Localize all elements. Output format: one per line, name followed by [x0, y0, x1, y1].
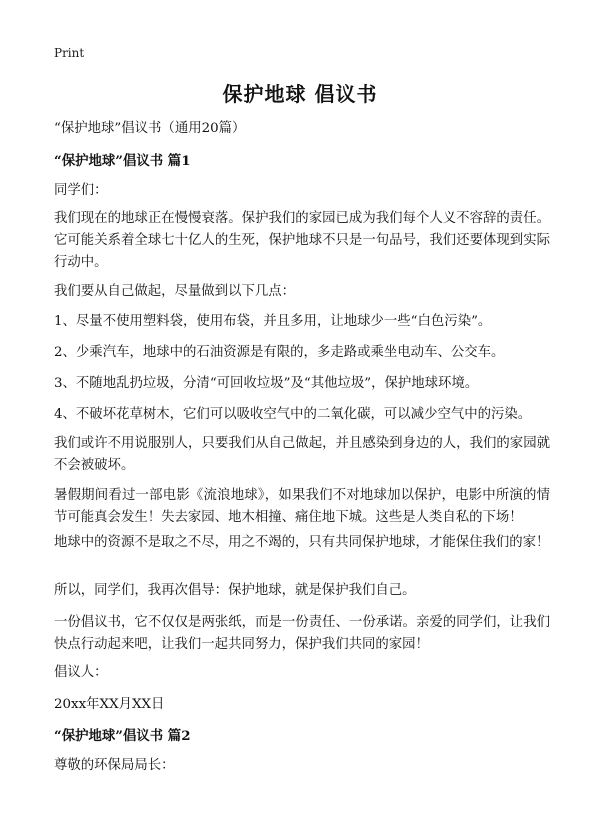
list-item-1: 1、尽量不使用塑料袋，使用布袋，并且多用，让地球少一些“白色污染”。	[54, 314, 492, 329]
document-subtitle: “保护地球”倡议书（通用20篇）	[54, 121, 246, 136]
page-title: 保护地球 倡议书	[222, 82, 378, 106]
greeting-1: 同学们：	[54, 183, 108, 198]
paragraph-5: 地球中的资源不是取之不尽，用之不竭的，只有共同保护地球，才能保住我们的家！	[54, 535, 550, 550]
list-item-4: 4、不破坏花草树木，它们可以吸收空气中的二氧化碳，可以减少空气中的污染。	[54, 407, 532, 422]
paragraph-7: 一份倡议书，它不仅仅是两张纸，而是一份责任、一份承诺。亲爱的同学们，让我们快点行动起来吧，让我们一起共同努力，保护我们共同的家园！	[54, 615, 550, 652]
paragraph-4: 暑假期间看过一部电影《流浪地球》，如果我们不对地球加以保护，电影中所演的情节可能真会发生！失去家园、地木相撞、痛住地下城。这些是人类自私的下场！	[54, 488, 550, 525]
paragraph-2: 我们要从自己做起，尽量做到以下几点：	[54, 284, 296, 299]
greeting-2: 尊敬的环保局局长：	[54, 758, 175, 773]
signature-line: 倡议人：	[54, 665, 108, 680]
section-heading-1: “保护地球”倡议书 篇1	[54, 153, 191, 169]
print-label: Print	[54, 46, 85, 60]
paragraph-3: 我们或许不用说服别人，只要我们从自己做起，并且感染到身边的人，我们的家园就不会被破坏。	[54, 436, 550, 473]
list-item-2: 2、少乘汽车，地球中的石油资源是有限的，多走路或乘坐电动车、公交车。	[54, 345, 505, 360]
paragraph-1: 我们现在的地球正在慢慢衰落。保护我们的家园已成为我们每个人义不容辞的责任。它可能关系着全球七十亿人的生死，保护地球不只是一句品号，我们还要体现到实际行动中。	[54, 211, 550, 270]
paragraph-6: 所以，同学们，我再次倡导：保护地球，就是保护我们自己。	[54, 583, 416, 598]
section-heading-2: “保护地球”倡议书 篇2	[54, 728, 191, 744]
date-line: 20xx年XX月XX日	[54, 697, 165, 712]
list-item-3: 3、不随地乱扔垃圾，分清“可回收垃圾”及“其他垃圾”，保护地球环境。	[54, 376, 479, 391]
